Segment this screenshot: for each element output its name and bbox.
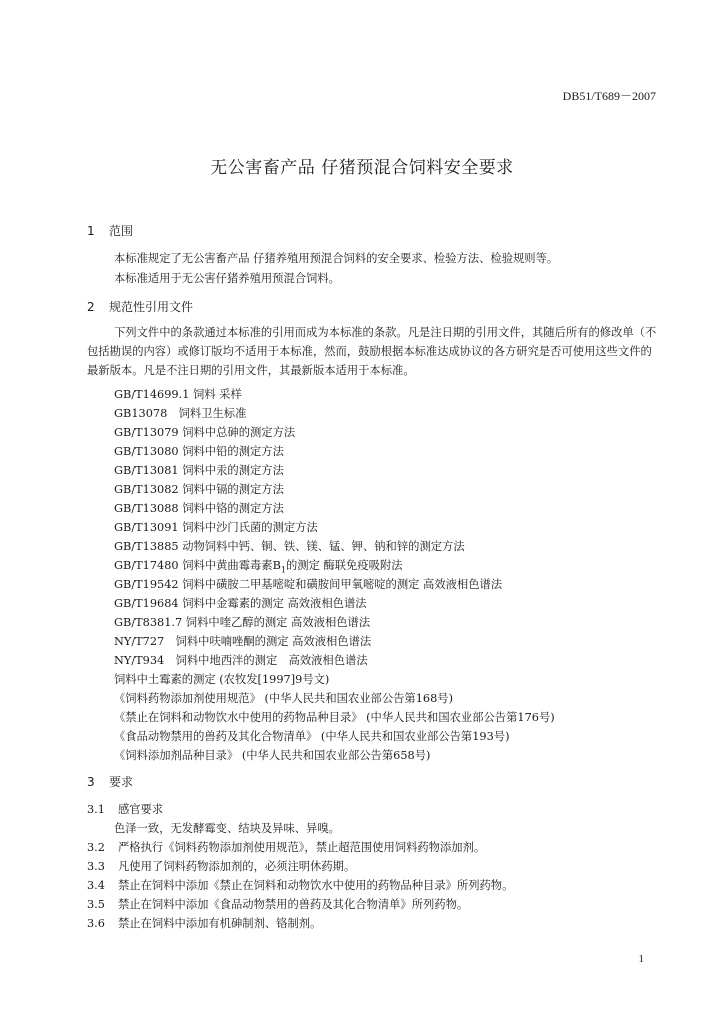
clause-text: 禁止在饲料中添加《食品动物禁用的兽药及其化合物清单》所列药物。 bbox=[118, 898, 469, 911]
reference-item bbox=[114, 557, 403, 574]
section-number: 1 bbox=[87, 224, 95, 238]
reference-item bbox=[114, 633, 371, 649]
scope-line-2: 本标准适用于无公害仔猪养殖用预混合饲料。 bbox=[114, 272, 340, 285]
reference-code: GB/T13079 bbox=[114, 426, 179, 439]
standard-code: DB51/T689－2007 bbox=[562, 89, 656, 103]
clause-text: 禁止在饲料中添加有机砷制剂、铬制剂。 bbox=[118, 917, 322, 930]
clause-text: 感官要求 bbox=[118, 803, 164, 816]
reference-title: 饲料中喹乙醇的测定 高效液相色谱法 bbox=[185, 616, 371, 629]
reference-title: 饲料中汞的测定方法 bbox=[182, 464, 284, 477]
reference-title: 饲料中镉的测定方法 bbox=[182, 483, 284, 496]
requirement-item bbox=[87, 896, 468, 912]
requirement-item bbox=[87, 839, 485, 855]
reference-title: 饲料中铅的测定方法 bbox=[182, 445, 284, 458]
reference-code: GB/T19542 bbox=[114, 578, 179, 591]
section-title: 规范性引用文件 bbox=[109, 300, 194, 314]
reference-code: GB/T13885 bbox=[114, 540, 179, 553]
other-reference: 饲料中土霉素的测定 (农牧发[1997]9号文) bbox=[114, 673, 330, 686]
section-3-heading bbox=[87, 773, 133, 790]
document-title: 无公害畜产品 仔猪预混合饲料安全要求 bbox=[210, 158, 514, 178]
reference-item bbox=[114, 519, 318, 535]
reference-code: GB13078 bbox=[114, 407, 168, 420]
reference-item bbox=[114, 652, 368, 668]
section-number: 2 bbox=[87, 300, 95, 314]
reference-code: GB/T14699.1 bbox=[114, 388, 190, 401]
clause-number: 3.4 bbox=[87, 879, 105, 892]
reference-title: 饲料中沙门氏菌的测定方法 bbox=[182, 521, 318, 534]
reference-code: NY/T727 bbox=[114, 635, 165, 648]
reference-item bbox=[114, 576, 502, 592]
reference-item bbox=[114, 595, 367, 611]
reference-item bbox=[114, 462, 284, 478]
clause-number: 3.3 bbox=[87, 860, 105, 873]
section-number: 3 bbox=[87, 775, 95, 789]
reference-title: 饲料中地西泮的测定 高效液相色谱法 bbox=[175, 654, 368, 667]
reference-code: GB/T13091 bbox=[114, 521, 179, 534]
requirement-item bbox=[87, 801, 163, 817]
requirement-item bbox=[87, 858, 355, 874]
reference-title: 饲料中金霉素的测定 高效液相色谱法 bbox=[182, 597, 367, 610]
reference-code: GB/T13081 bbox=[114, 464, 179, 477]
section-title: 要求 bbox=[109, 775, 134, 789]
clause-text: 禁止在饲料中添加《禁止在饲料和动物饮水中使用的药物品种目录》所列药物。 bbox=[118, 879, 514, 892]
scope-line-1: 本标准规定了无公害畜产品 仔猪养殖用预混合饲料的安全要求、检验方法、检验规则等。 bbox=[114, 252, 559, 265]
reference-code: GB/T8381.7 bbox=[114, 616, 183, 629]
other-reference: 《饲料添加剂品种目录》 (中华人民共和国农业部公告第658号) bbox=[114, 749, 431, 762]
clause-text: 凡使用了饲料药物添加剂的，必须注明休药期。 bbox=[118, 860, 356, 873]
clause-number: 3.5 bbox=[87, 898, 105, 911]
reference-item bbox=[114, 481, 284, 497]
reference-title: 动物饲料中钙、铜、铁、镁、锰、钾、钠和锌的测定方法 bbox=[182, 540, 465, 553]
reference-title: 饲料中铬的测定方法 bbox=[182, 502, 284, 515]
clause-number: 3.6 bbox=[87, 917, 105, 930]
other-reference: 《食品动物禁用的兽药及其化合物清单》 (中华人民共和国农业部公告第193号) bbox=[114, 730, 510, 743]
reference-item bbox=[114, 424, 295, 440]
reference-title: 饲料中呋喃唑酮的测定 高效液相色谱法 bbox=[175, 635, 372, 648]
section-title: 范围 bbox=[109, 224, 134, 238]
clause-number: 3.2 bbox=[87, 841, 105, 854]
reference-item bbox=[114, 443, 284, 459]
page-number: 1 bbox=[638, 953, 644, 965]
reference-item bbox=[114, 500, 284, 516]
clause-number: 3.1 bbox=[87, 803, 105, 816]
reference-title: 饲料中总砷的测定方法 bbox=[182, 426, 296, 439]
reference-code: NY/T934 bbox=[114, 654, 165, 667]
section-1-heading bbox=[87, 222, 133, 239]
reference-code: GB/T19684 bbox=[114, 597, 179, 610]
reference-title: 饲料卫生标准 bbox=[178, 407, 247, 420]
requirement-item bbox=[87, 915, 321, 931]
reference-title: 饲料 采样 bbox=[192, 388, 242, 401]
reference-title: 饲料中磺胺二甲基嘧啶和磺胺间甲氧嘧啶的测定 高效液相色谱法 bbox=[182, 578, 503, 591]
reference-item bbox=[114, 405, 246, 421]
reference-item bbox=[114, 614, 370, 630]
references-paragraph: 下列文件中的条款通过本标准的引用而成为本标准的条款。凡是注日期的引用文件，其随后所有的修改单（不包括勘误的内容）或修订版均不适用于本标准，然而，鼓励根据本标准达成协议的各方研究是否可使用这些文件的最新版本。凡是不注日期的引用文件，其最新版本适用于本标准。 bbox=[87, 326, 657, 377]
clause-text: 严格执行《饲料药物添加剂使用规范》，禁止超范围使用饲料药物添加剂。 bbox=[118, 841, 486, 854]
other-reference: 《禁止在饲料和动物饮水中使用的药物品种目录》 (中华人民共和国农业部公告第176号) bbox=[114, 711, 555, 724]
reference-code: GB/T13082 bbox=[114, 483, 179, 496]
reference-item bbox=[114, 538, 465, 554]
reference-title: 饲料中黄曲霉毒素$B_1$的测定 酶联免疫吸附法 bbox=[182, 559, 403, 575]
section-2-heading bbox=[87, 298, 193, 315]
reference-code: GB/T17480 bbox=[114, 559, 179, 572]
reference-code: GB/T13080 bbox=[114, 445, 179, 458]
requirement-detail: 色泽一致，无发酵霉变、结块及异味、异嗅。 bbox=[114, 822, 340, 835]
reference-code: GB/T13088 bbox=[114, 502, 179, 515]
reference-item bbox=[114, 386, 242, 402]
requirement-item bbox=[87, 877, 513, 893]
other-reference: 《饲料药物添加剂使用规范》 (中华人民共和国农业部公告第168号) bbox=[114, 692, 453, 705]
